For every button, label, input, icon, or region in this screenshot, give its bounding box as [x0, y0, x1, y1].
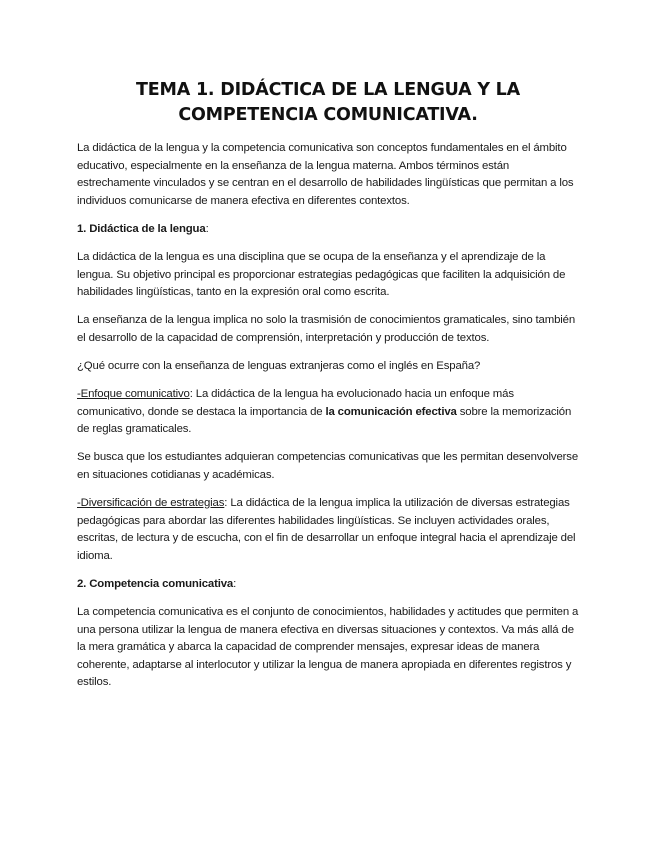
section2-heading: 2. Competencia comunicativa [77, 577, 234, 590]
enfoque-paragraph [77, 386, 579, 439]
section2-paragraph-1: La competencia comunicativa es el conjunto de conocimientos, habilidades y actitudes que permiten a una persona utilizar la lengua de manera efectiva en diversas situaciones y contextos. Va más allá de la mera gramática y abarca la capacidad de comprender mensajes, expresar ideas de manera coherente, adaptarse al interlocutor y utilizar la lengua de manera apropiada en diferentes registros y estilos. [77, 605, 579, 689]
enfoque-text-a: : La didáctica de la lengua ha evolucionado hacia un enfoque más comunicativo, donde se destaca la importancia de [77, 388, 514, 418]
document-title: TEMA 1. DIDÁCTICA DE LA LENGUA Y LA COMPETENCIA COMUNICATIVA. [136, 80, 520, 125]
diversificacion-paragraph [77, 495, 579, 565]
enfoque-text-b: sobre la memorización de reglas gramaticales. [77, 405, 572, 436]
busca-paragraph: Se busca que los estudiantes adquieran competencias comunicativas que les permitan desenvolverse en situaciones cotidianas y académicas. [77, 451, 579, 481]
section1-heading-colon: : [205, 222, 209, 235]
diversificacion-text: : La didáctica de la lengua implica la utilización de diversas estrategias pedagógicas para abordar las diferentes habilidades lingüísticas. Se incluyen actividades orales, escritas, de lectura y de escucha, con el fin de desarrollar un enfoque integral hacia el aprendizaje del idioma. [77, 497, 576, 562]
section1-question: ¿Qué ocurre con la enseñanza de lenguas extranjeras como el inglés en España? [77, 359, 481, 372]
section1-paragraph-2: La enseñanza de la lengua implica no solo la trasmisión de conocimientos gramaticales, sino también el desarrollo de la capacidad de comprensión, interpretación y producción de textos. [77, 314, 576, 344]
section1-paragraph-1: La didáctica de la lengua es una disciplina que se ocupa de la enseñanza y el aprendizaje de la lengua. Su objetivo principal es proporcionar estrategias pedagógicas que faciliten la adquisición de habilidades lingüísticas, tanto en la expresión oral como escrita. [77, 250, 566, 299]
section2-heading-line [77, 576, 579, 594]
section2-heading-colon: : [233, 577, 237, 590]
diversificacion-label: -Diversificación de estrategias [77, 497, 225, 509]
section1-heading: 1. Didáctica de la lengua [77, 222, 206, 235]
enfoque-bold: la comunicación efectiva [325, 405, 457, 418]
section1-heading-line [77, 221, 579, 239]
enfoque-label: -Enfoque comunicativo [77, 388, 190, 401]
intro-paragraph: La didáctica de la lengua y la competencia comunicativa son conceptos fundamentales en el ámbito educativo, especialmente en la enseñanza de la lengua materna. Ambos términos están estrechamente vinculados y se centran en el desarrollo de habilidades lingüísticas que permitan a los individuos comunicarse de manera efectiva en diferentes contextos. [77, 142, 574, 207]
